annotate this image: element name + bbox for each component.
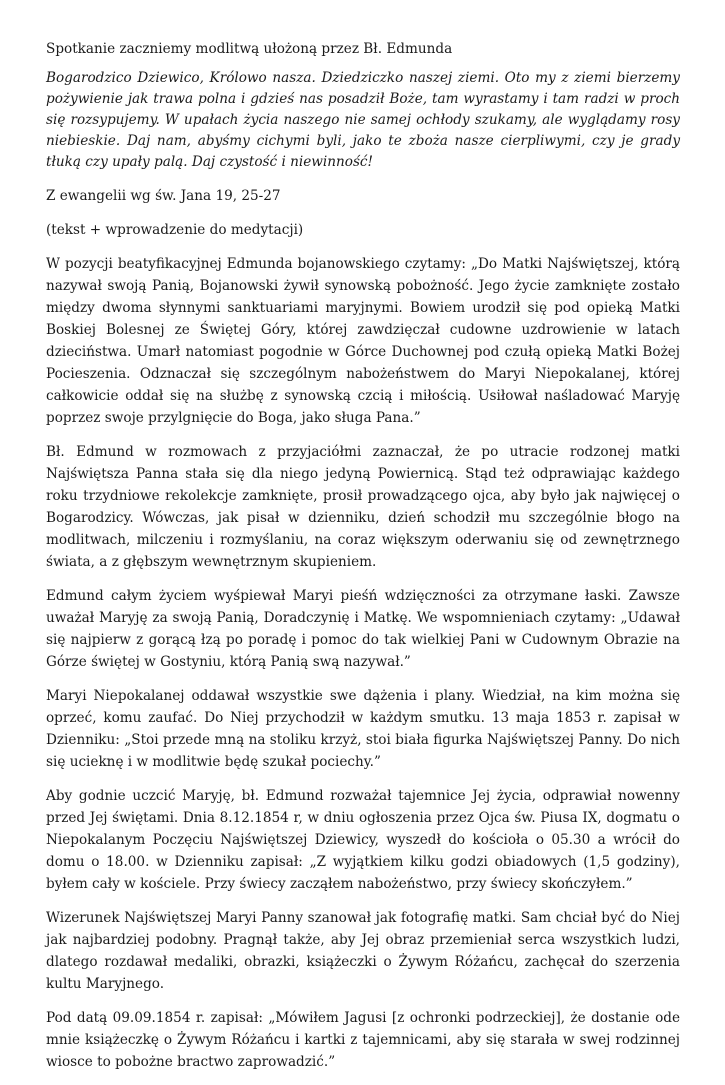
paragraph-4: Maryi Niepokalanej oddawał wszystkie swe dążenia i plany. Wiedział, na kim można się oprzeć, komu zaufać. Do Niej przychodził w każdym smutku. 13 maja 1853 r. zapisał w Dzienniku: „Stoi przede mną na stoliku krzyż, stoi biała figurka Najświętszej Panny. Do nich się ucieknę i w modlitwie będę szukał pociechy.” <box>46 688 680 770</box>
paragraph-2: Bł. Edmund w rozmowach z przyjaciółmi zaznaczał, że po utracie rodzonej matki Najświętsza Panna stała się dla niego jedyną Powiernicą. Stąd też odprawiając każdego roku trzydniowe rekolekcje zamknięte, prosił prowadzącego ojca, aby było jak najwięcej o Bogarodzicy. Wówczas, jak pisał w dzienniku, dzień schodził mu szczególnie błogo na modlitwach, milczeniu i rozmyślaniu, na coraz większym oderwaniu się od zewnętrznego świata, a z głębszym wewnętrznym skupieniem. <box>46 444 680 570</box>
paragraph-6: Wizerunek Najświętszej Maryi Panny szanował jak fotografię matki. Sam chciał być do Niej jak najbardziej podobny. Pragnął także, aby Jej obraz przemieniał serca wszystkich ludzi, dlatego rozdawał medaliki, obrazki, książeczki o Żywym Różańcu, zachęcał do szerzenia kultu Maryjnego. <box>46 910 680 992</box>
document-page <box>46 38 680 1085</box>
paragraph-3: Edmund całym życiem wyśpiewał Maryi pieśń wdzięczności za otrzymane łaski. Zawsze uważał Maryję za swoją Panią, Doradczynię i Matkę. We wspomnieniach czytamy: „Udawał się najpierw z gorącą łzą po poradę i pomoc do tak wielkiej Pani w Cudownym Obrazie na Górze świętej w Gostyniu, którą Panią swą nazywał.” <box>46 588 680 670</box>
paragraph-7: Pod datą 09.09.1854 r. zapisał: „Mówiłem Jagusi [z ochronki podrzeckiej], że dostanie ode mnie książeczkę o Żywym Różańcu i kartki z tajemnicami, aby się starała w swej rodzinnej wiosce to pobożne bractwo zaprowadzić.” <box>46 1010 680 1070</box>
intro-line: Spotkanie zaczniemy modlitwą ułożoną przez Bł. Edmunda <box>46 41 453 57</box>
gospel-reference: Z ewangelii wg św. Jana 19, 25-27 <box>46 188 281 204</box>
meditation-note: (tekst + wprowadzenie do medytacji) <box>46 222 304 238</box>
paragraph-5: Aby godnie uczcić Maryję, bł. Edmund rozważał tajemnice Jej życia, odprawiał nowenny przed Jej świętami. Dnia 8.12.1854 r, w dniu ogłoszenia przez Ojca św. Piusa IX, dogmatu o Niepokalanym Poczęciu Najświętszej Dziewicy, wyszedł do kościoła o 05.30 a wrócił do domu o 18.00. w Dzienniku zapisał: „Z wyjątkiem kilku godzi obiadowych (1,5 godziny), byłem cały w kościele. Przy świecy zacząłem nabożeństwo, przy świecy skończyłem.” <box>46 788 680 892</box>
prayer-text: Bogarodzico Dziewico, Królowo nasza. Dziedziczko naszej ziemi. Oto my z ziemi bierzemy pożywienie jak trawa polna i gdzieś nas posadził Boże, tam wyrastamy i tam radzi w proch się rozsypujemy. W upałach życia naszego nie samej ochłody szukamy, ale wyglądamy rosy niebieskie. Daj nam, abyśmy cichymi byli, jako te zboża nasze cierpliwymi, czy je grady tłuką czy upały palą. Daj czystość i niewinność! <box>46 70 680 170</box>
paragraph-1: W pozycji beatyfikacyjnej Edmunda bojanowskiego czytamy: „Do Matki Najświętszej, którą nazywał swoją Panią, Bojanowski żywił synowską pobożność. Jego życie zamknięte zostało między dwoma słynnymi sanktuariami maryjnymi. Bowiem urodził się pod opieką Matki Boskiej Bolesnej ze Świętej Góry, której zawdzięczał cudowne uzdrowienie w latach dzieciństwa. Umarł natomiast pogodnie w Górce Duchownej pod czułą opieką Matki Bożej Pocieszenia. Odznaczał się szczególnym nabożeństwem do Maryi Niepokalanej, której całkowicie oddał się na służbę z synowską czcią i miłością. Usiłował naśladować Maryję poprzez swoje przylgnięcie do Boga, jako sługa Pana.” <box>46 256 680 426</box>
